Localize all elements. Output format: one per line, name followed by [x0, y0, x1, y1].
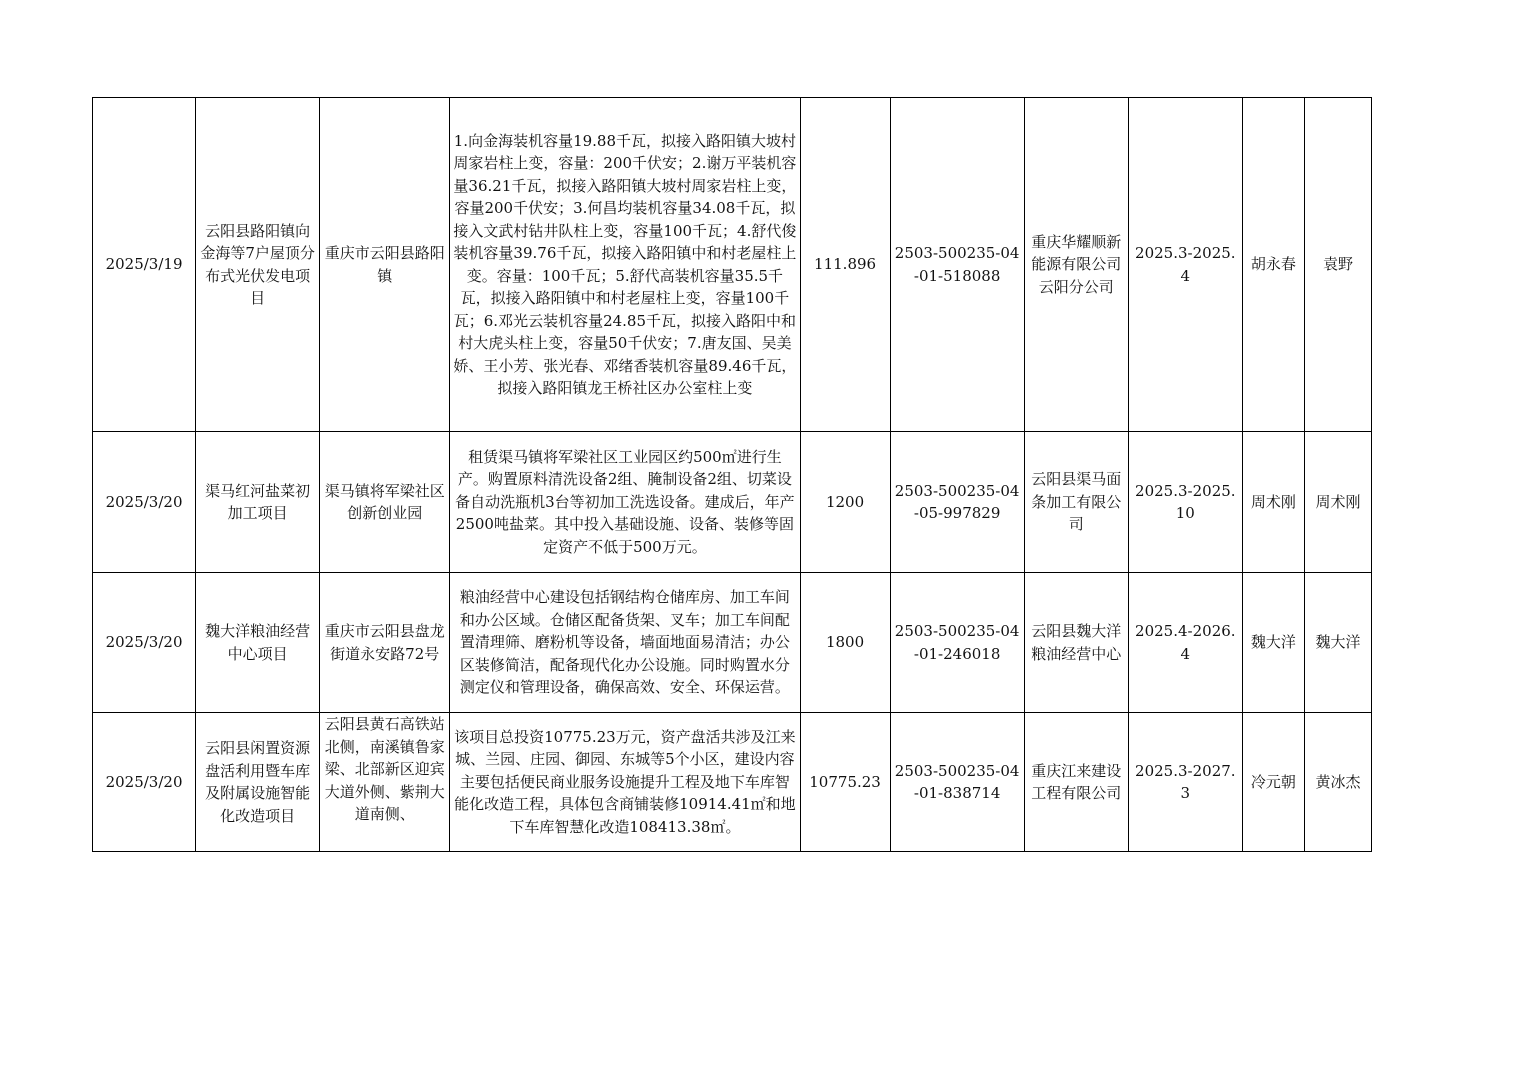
person-cell: 袁野 — [1304, 98, 1371, 432]
investment-cell: 1800 — [800, 573, 890, 713]
location-cell: 重庆市云阳县盘龙街道永安路72号 — [320, 573, 450, 713]
location-cell: 重庆市云阳县路阳镇 — [320, 98, 450, 432]
company-cell: 重庆江来建设工程有限公司 — [1024, 713, 1128, 852]
company-cell: 云阳县渠马面条加工有限公司 — [1024, 432, 1128, 573]
location-cell: 渠马镇将军梁社区创新创业园 — [320, 432, 450, 573]
project-code-cell: 2503-500235-04-01-518088 — [890, 98, 1024, 432]
person-cell: 冷元朝 — [1242, 713, 1304, 852]
investment-cell: 1200 — [800, 432, 890, 573]
person-cell: 周术刚 — [1242, 432, 1304, 573]
table-row — [93, 713, 1372, 852]
project-name-cell: 魏大洋粮油经营中心项目 — [196, 573, 320, 713]
person-cell: 魏大洋 — [1242, 573, 1304, 713]
table-row — [93, 98, 1372, 432]
date-cell: 2025/3/20 — [93, 573, 196, 713]
project-name-cell: 云阳县路阳镇向金海等7户屋顶分布式光伏发电项目 — [196, 98, 320, 432]
person-cell: 周术刚 — [1304, 432, 1371, 573]
company-cell: 云阳县魏大洋粮油经营中心 — [1024, 573, 1128, 713]
investment-cell: 10775.23 — [800, 713, 890, 852]
project-name-cell: 渠马红河盐菜初加工项目 — [196, 432, 320, 573]
project-table — [92, 97, 1372, 852]
project-code-cell: 2503-500235-04-01-246018 — [890, 573, 1024, 713]
table-row — [93, 573, 1372, 713]
person-cell: 胡永春 — [1242, 98, 1304, 432]
location-cell — [320, 713, 450, 852]
period-cell: 2025.3-2025.4 — [1128, 98, 1242, 432]
person-cell: 魏大洋 — [1304, 573, 1371, 713]
location-text: 云阳县黄石高铁站北侧，南溪镇鲁家梁、北部新区迎宾大道外侧、紫荆大道南侧、 — [324, 715, 445, 823]
period-cell: 2025.3-2025.10 — [1128, 432, 1242, 573]
project-name-cell: 云阳县闲置资源盘活利用暨车库及附属设施智能化改造项目 — [196, 713, 320, 852]
project-code-cell: 2503-500235-04-05-997829 — [890, 432, 1024, 573]
project-code-cell: 2503-500235-04-01-838714 — [890, 713, 1024, 852]
person-cell: 黄冰杰 — [1304, 713, 1371, 852]
content-cell: 租赁渠马镇将军梁社区工业园区约500㎡进行生产。购置原料清洗设备2组、腌制设备2组、切菜设备自动洗瓶机3台等初加工洗选设备。建成后，年产2500吨盐菜。其中投入基础设施、设备、装修等固定资产不低于500万元。 — [450, 432, 800, 573]
company-cell: 重庆华耀顺新能源有限公司云阳分公司 — [1024, 98, 1128, 432]
content-cell: 该项目总投资10775.23万元，资产盘活共涉及江来城、兰园、庄园、御园、东城等5个小区，建设内容主要包括便民商业服务设施提升工程及地下车库智能化改造工程，具体包含商铺装修10914.41㎡和地下车库智慧化改造108413.38㎡。 — [450, 713, 800, 852]
date-cell: 2025/3/19 — [93, 98, 196, 432]
period-cell: 2025.4-2026.4 — [1128, 573, 1242, 713]
table-row — [93, 432, 1372, 573]
investment-cell: 111.896 — [800, 98, 890, 432]
content-cell: 粮油经营中心建设包括钢结构仓储库房、加工车间和办公区域。仓储区配备货架、叉车；加工车间配置清理筛、磨粉机等设备，墙面地面易清洁；办公区装修简洁，配备现代化办公设施。同时购置水分测定仪和管理设备，确保高效、安全、环保运营。 — [450, 573, 800, 713]
date-cell: 2025/3/20 — [93, 713, 196, 852]
content-cell: 1.向金海装机容量19.88千瓦，拟接入路阳镇大坡村周家岩柱上变，容量：200千伏安；2.谢万平装机容量36.21千瓦，拟接入路阳镇大坡村周家岩柱上变，容量200千伏安；3.何昌均装机容量34.08千瓦，拟接入文武村钻井队柱上变，容量100千瓦；4.舒代俊装机容量39.76千瓦，拟接入路阳镇中和村老屋柱上变。容量：100千瓦；5.舒代高装机容量35.5千瓦，拟接入路阳镇中和村老屋柱上变，容量100千瓦；6.邓光云装机容量24.85千瓦，拟接入路阳中和村大虎头柱上变，容量50千伏安；7.唐友国、吴美娇、王小芳、张光春、邓绪香装机容量89.46千瓦，拟接入路阳镇龙王桥社区办公室柱上变 — [450, 98, 800, 432]
date-cell: 2025/3/20 — [93, 432, 196, 573]
period-cell: 2025.3-2027.3 — [1128, 713, 1242, 852]
